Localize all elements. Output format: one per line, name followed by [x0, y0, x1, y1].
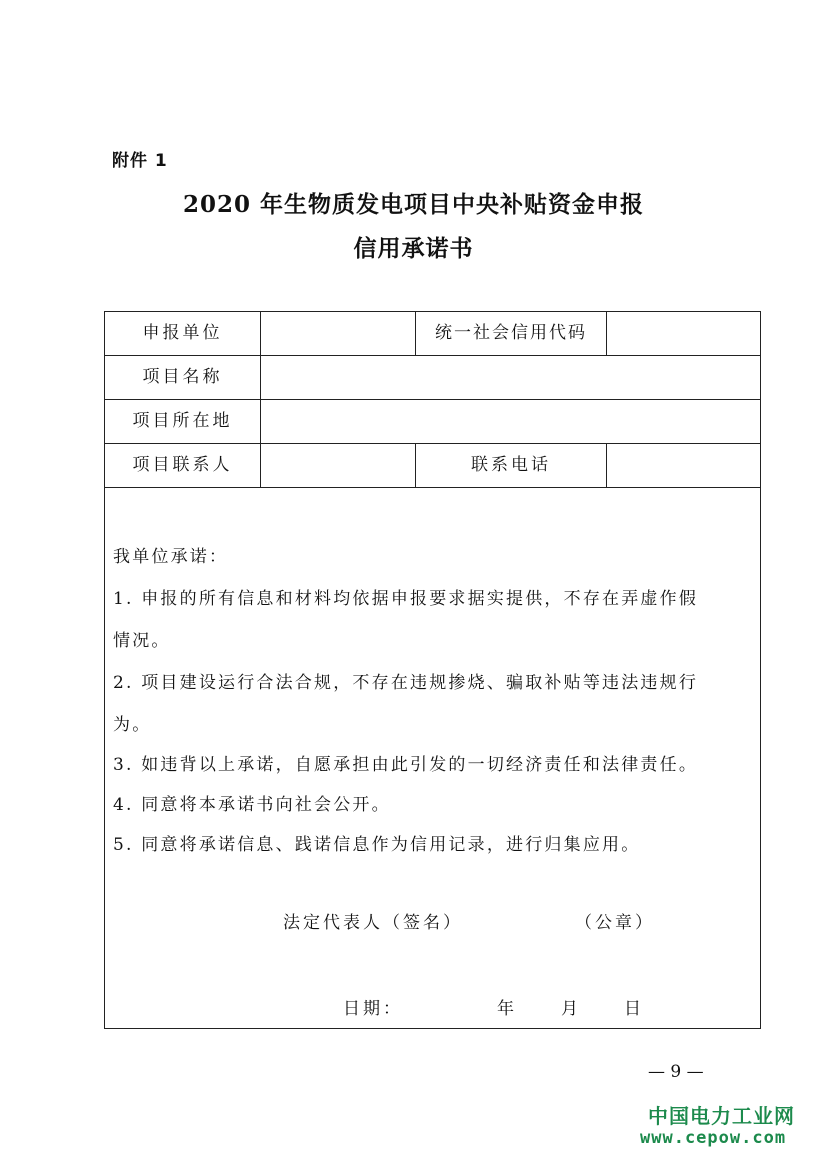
credit-code-value-field[interactable]	[607, 312, 760, 355]
date-month-label: 月	[561, 999, 581, 1019]
date-day-label: 日	[624, 999, 644, 1019]
applicant-value-field[interactable]	[261, 312, 416, 355]
commitment-line: 为。	[113, 715, 152, 735]
commitment-line: 3. 如违背以上承诺，自愿承担由此引发的一切经济责任和法律责任。	[113, 755, 699, 775]
project-location-label: 项目所在地	[105, 400, 261, 443]
form-row-applicant	[105, 312, 760, 356]
contact-phone-label: 联系电话	[416, 444, 607, 487]
legal-rep-signature-label: 法定代表人（签名）	[283, 913, 463, 933]
credit-code-label: 统一社会信用代码	[416, 312, 607, 355]
form-row-project-location	[105, 400, 760, 444]
project-location-value-field[interactable]	[261, 400, 760, 443]
page-number: — 9 —	[648, 1062, 704, 1082]
form-row-project-name	[105, 356, 760, 400]
watermark-site-url: www.cepow.com	[640, 1128, 787, 1148]
date-year-label: 年	[497, 999, 517, 1019]
project-name-label: 项目名称	[105, 356, 261, 399]
document-title-line2: 信用承诺书	[353, 235, 474, 262]
contact-phone-value-field[interactable]	[607, 444, 760, 487]
project-name-value-field[interactable]	[261, 356, 760, 399]
commitment-line: 2. 项目建设运行合法合规，不存在违规掺烧、骗取补贴等违法违规行	[113, 673, 699, 693]
official-seal-label: （公章）	[575, 913, 655, 933]
commitment-line: 5. 同意将承诺信息、践诺信息作为信用记录，进行归集应用。	[113, 835, 641, 855]
commitment-line: 情况。	[113, 631, 171, 651]
watermark-site-name: 中国电力工业网	[648, 1104, 795, 1128]
applicant-label: 申报单位	[105, 312, 261, 355]
commitment-line: 4. 同意将本承诺书向社会公开。	[113, 795, 391, 815]
commitment-line: 1. 申报的所有信息和材料均依据申报要求据实提供，不存在弄虚作假	[113, 589, 699, 609]
contact-person-label: 项目联系人	[105, 444, 261, 487]
date-label: 日期：	[343, 999, 403, 1019]
commitment-form	[104, 311, 761, 1029]
contact-person-value-field[interactable]	[261, 444, 416, 487]
form-row-contact	[105, 444, 760, 488]
document-title-line1: 2020 年生物质发电项目中央补贴资金申报	[182, 191, 645, 218]
attachment-label: 附件 1	[112, 151, 168, 171]
commitment-heading: 我单位承诺：	[113, 547, 229, 567]
